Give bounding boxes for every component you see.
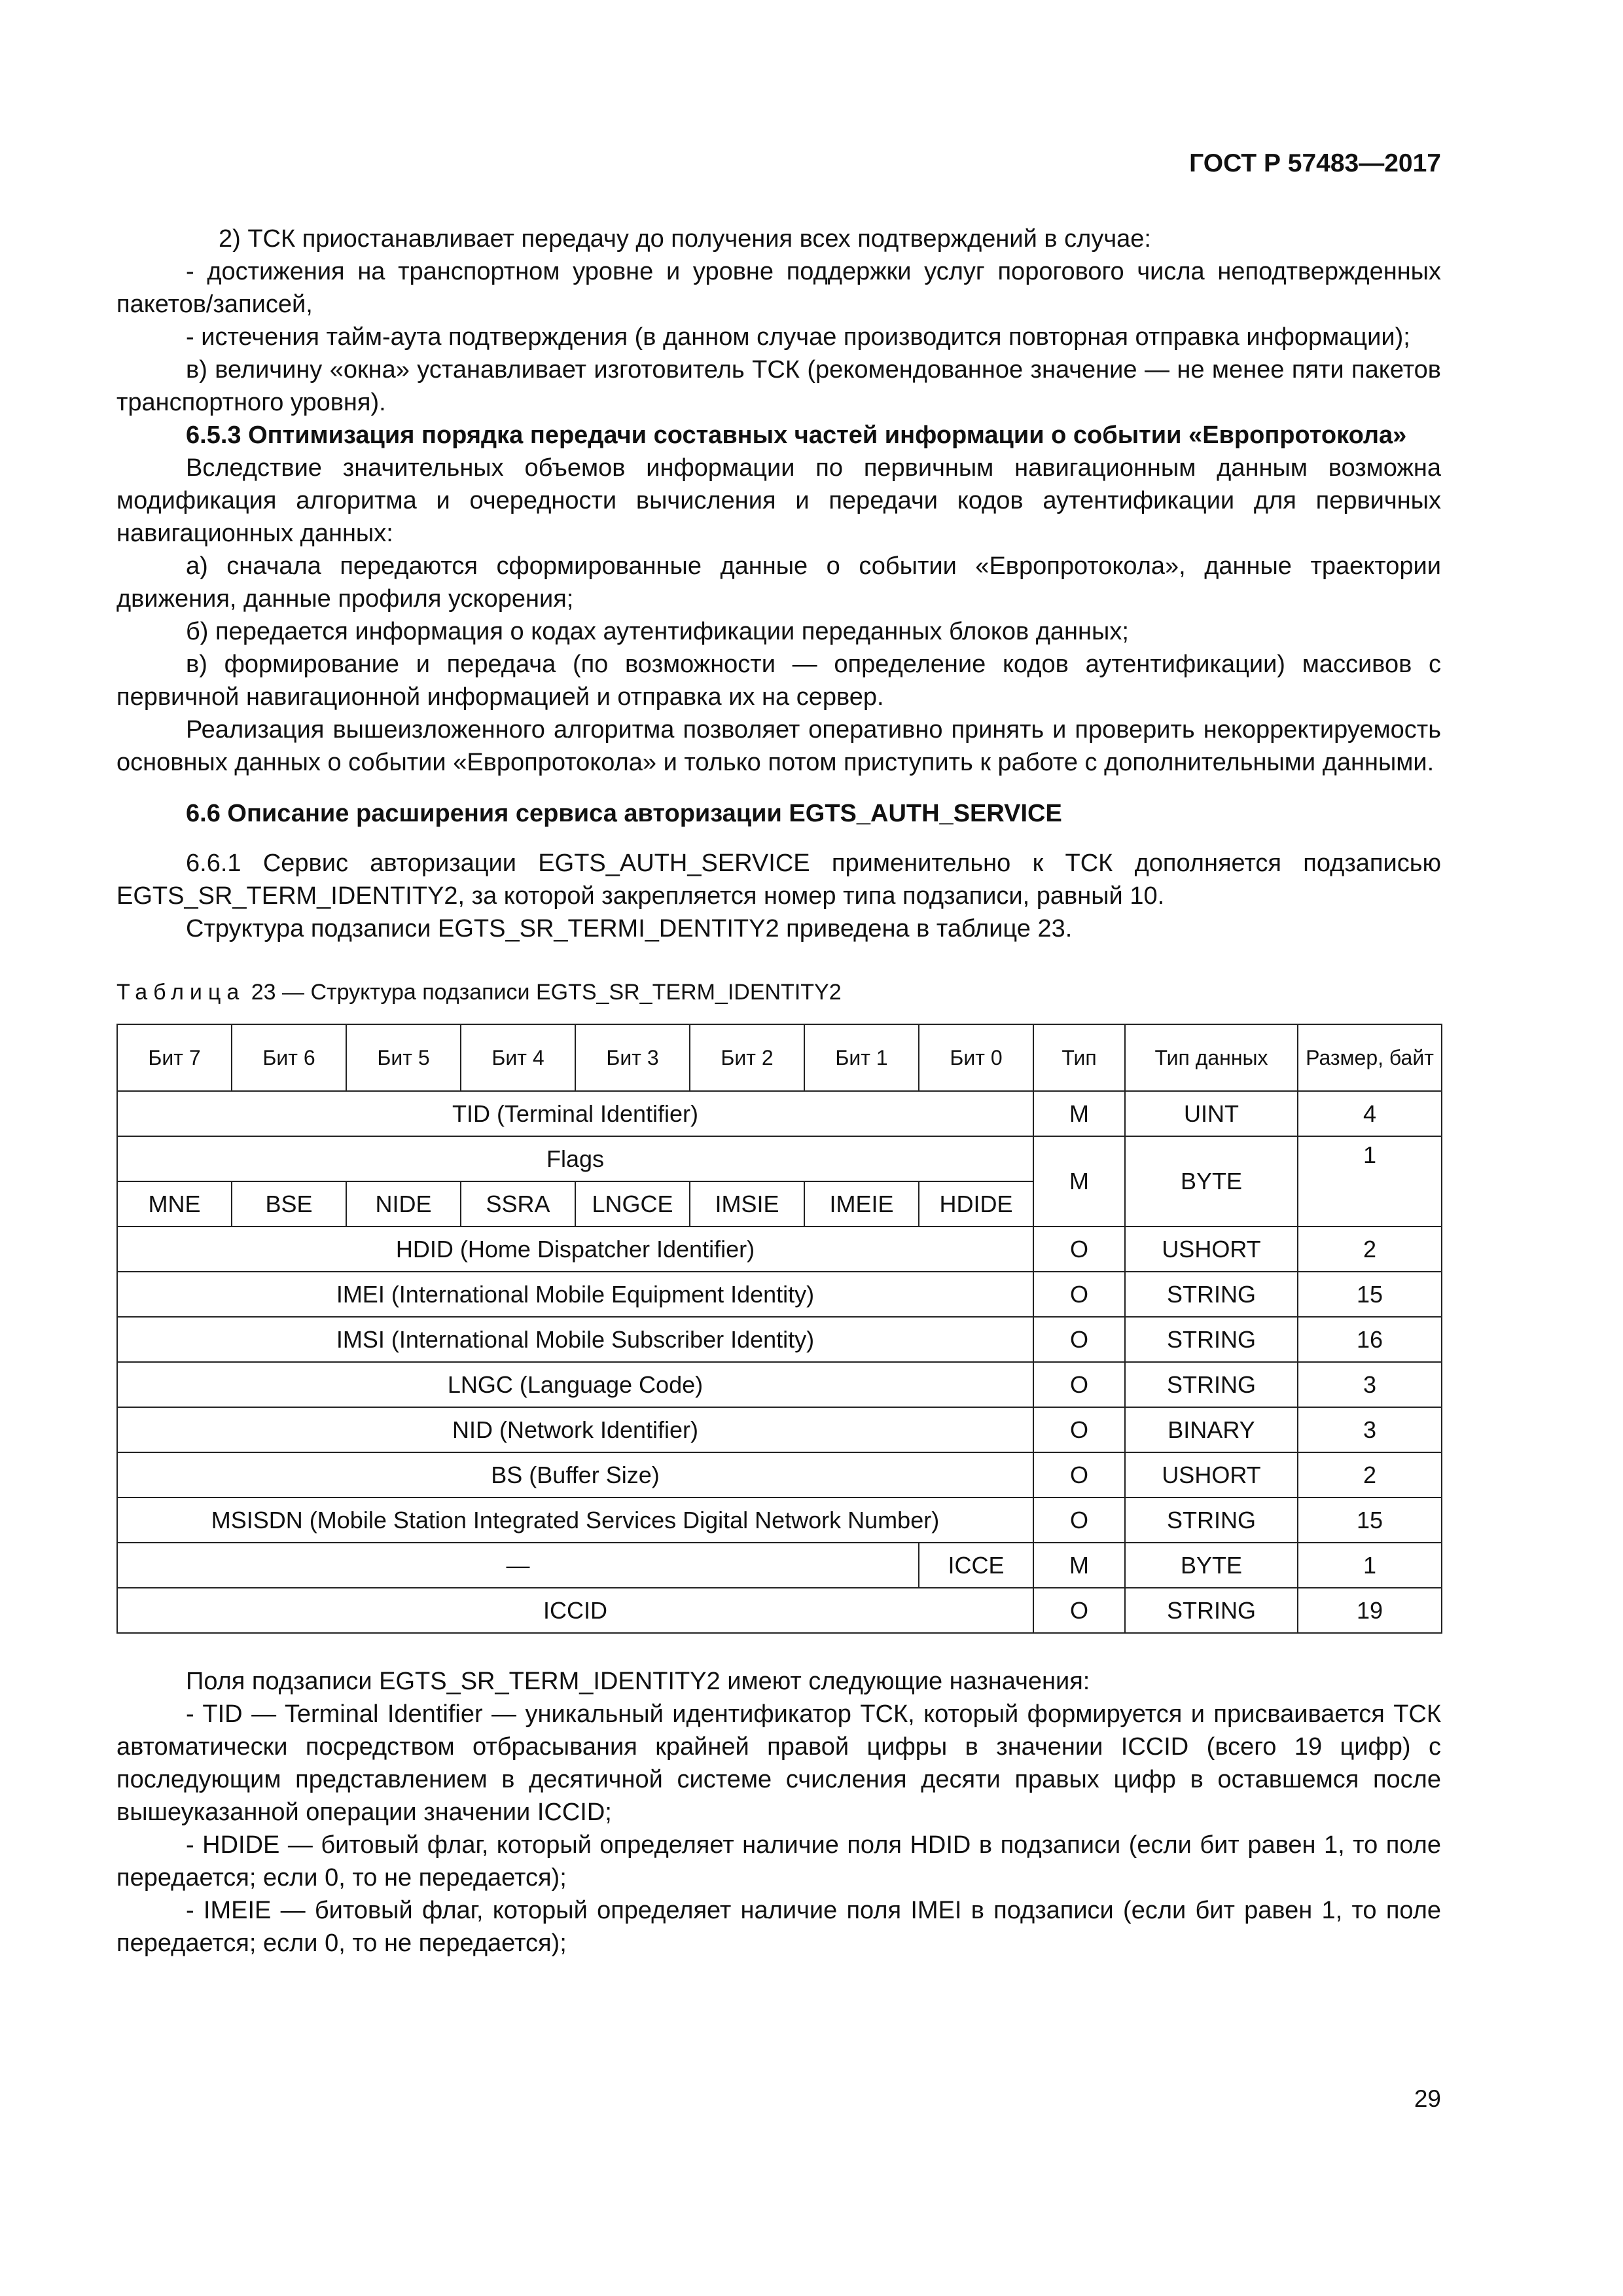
header-cell: Тип данных [1125, 1024, 1298, 1091]
datatype-cell: BYTE [1125, 1543, 1298, 1588]
size-cell: 2 [1298, 1452, 1442, 1498]
paragraph: Поля подзаписи EGTS_SR_TERM_IDENTITY2 имеют следующие назначения: [186, 1668, 1090, 1695]
size-cell: 3 [1298, 1362, 1442, 1407]
flag-bit-cell: HDIDE [919, 1181, 1033, 1227]
field-cell: IMEI (International Mobile Equipment Identity) [117, 1272, 1033, 1317]
page-content [116, 223, 1441, 1960]
section-heading-6-6: 6.6 Описание расширения сервиса авторизации EGTS_AUTH_SERVICE [186, 800, 1062, 827]
paragraph: б) передается информация о кодах аутентификации переданных блоков данных; [186, 618, 1129, 645]
paragraph: - достижения на транспортном уровне и уровне поддержки услуг порогового числа неподтвержденных пакетов/записей, [116, 258, 1441, 318]
type-cell: O [1033, 1272, 1125, 1317]
type-cell: O [1033, 1362, 1125, 1407]
flag-bit-cell: SSRA [461, 1181, 575, 1227]
header-cell: Бит 3 [575, 1024, 690, 1091]
reserved-cell: — [117, 1543, 919, 1588]
paragraph: Структура подзаписи EGTS_SR_TERMI_DENTITY2 приведена в таблице 23. [186, 915, 1073, 942]
size-cell: 15 [1298, 1498, 1442, 1543]
header-cell: Бит 5 [346, 1024, 461, 1091]
table-header-row [117, 1024, 1442, 1091]
paragraph: Вследствие значительных объемов информации по первичным навигационным данным возможна модификация алгоритма и очередности вычисления и передачи кодов аутентификации для первичных навигационных данных: [116, 454, 1441, 547]
type-cell: O [1033, 1227, 1125, 1272]
type-cell: O [1033, 1407, 1125, 1452]
header-cell: Бит 0 [919, 1024, 1033, 1091]
field-cell: BS (Buffer Size) [117, 1452, 1033, 1498]
header-cell: Размер, байт [1298, 1024, 1442, 1091]
header-cell: Бит 2 [690, 1024, 804, 1091]
paragraph: 6.6.1 Сервис авторизации EGTS_AUTH_SERVICE применительно к ТСК дополняется подзаписью EGTS_SR_TERM_IDENTITY2, за которой закрепляется номер типа подзаписи, равный 10. [116, 850, 1441, 910]
datatype-cell: STRING [1125, 1498, 1298, 1543]
field-cell: IMSI (International Mobile Subscriber Identity) [117, 1317, 1033, 1362]
table-row [117, 1091, 1442, 1136]
paragraph: - HDIDE — битовый флаг, который определяет наличие поля HDID в подзаписи (если бит равен 1, то поле передается; если 0, то не передается); [116, 1831, 1441, 1892]
field-cell: ICCID [117, 1588, 1033, 1633]
datatype-cell: BINARY [1125, 1407, 1298, 1452]
paragraph: - IMEIE — битовый флаг, который определяет наличие поля IMEI в подзаписи (если бит равен 1, то поле передается; если 0, то не передается); [116, 1897, 1441, 1957]
paragraph: 2) ТСК приостанавливает передачу до получения всех подтверждений в случае: [219, 225, 1151, 253]
size-cell: 3 [1298, 1407, 1442, 1452]
table-caption-text: 23 — Структура подзаписи EGTS_SR_TERM_IDENTITY2 [251, 980, 842, 1005]
section-heading-6-5-3: 6.5.3 Оптимизация порядка передачи составных частей информации о событии «Европротокола» [186, 422, 1407, 449]
table-row-icce [117, 1543, 1442, 1588]
table-caption-label: Таблица [116, 980, 245, 1005]
table-row [117, 1227, 1442, 1272]
paragraph: в) формирование и передача (по возможности — определение кодов аутентификации) массивов с первичной навигационной информацией и отправка их на сервер. [116, 651, 1441, 711]
table-caption [116, 978, 1441, 1007]
structure-table [116, 1024, 1442, 1634]
field-cell: Flags [117, 1136, 1033, 1181]
datatype-cell: USHORT [1125, 1452, 1298, 1498]
type-cell: O [1033, 1452, 1125, 1498]
table-row [117, 1272, 1442, 1317]
datatype-cell: STRING [1125, 1362, 1298, 1407]
type-cell: O [1033, 1317, 1125, 1362]
table-row [117, 1362, 1442, 1407]
type-cell: M [1033, 1543, 1125, 1588]
paragraph: а) сначала передаются сформированные данные о событии «Европротокола», данные траектории движения, данные профиля ускорения; [116, 552, 1441, 613]
flag-bit-cell: LNGCE [575, 1181, 690, 1227]
field-cell: MSISDN (Mobile Station Integrated Services Digital Network Number) [117, 1498, 1033, 1543]
document-code-header: ГОСТ Р 57483—2017 [1189, 149, 1441, 177]
paragraph: - TID — Terminal Identifier — уникальный идентификатор ТСК, который формируется и присваивается ТСК автоматически посредством отбрасывания крайней правой цифры в значении ICCID (всего 19 цифр) с последующим представлением в десятичной системе счисления десяти правых цифр в оставшемся после вышеуказанной операции значении ICCID; [116, 1700, 1441, 1826]
table-row [117, 1588, 1442, 1633]
flag-bit-cell: BSE [232, 1181, 346, 1227]
size-cell: 16 [1298, 1317, 1442, 1362]
flag-bit-cell: ICCE [919, 1543, 1033, 1588]
table-row [117, 1317, 1442, 1362]
header-cell: Бит 1 [804, 1024, 919, 1091]
header-cell: Бит 7 [117, 1024, 232, 1091]
field-cell: TID (Terminal Identifier) [117, 1091, 1033, 1136]
size-cell: 19 [1298, 1588, 1442, 1633]
paragraph: Реализация вышеизложенного алгоритма позволяет оперативно принять и проверить некорректируемость основных данных о событии «Европротокола» и только потом приступить к работе с дополнительными данными. [116, 716, 1441, 776]
page-number: 29 [1414, 2085, 1441, 2112]
size-cell: 4 [1298, 1091, 1442, 1136]
size-cell: 1 [1298, 1136, 1442, 1227]
datatype-cell: UINT [1125, 1091, 1298, 1136]
flag-bit-cell: IMSIE [690, 1181, 804, 1227]
type-cell: M [1033, 1091, 1125, 1136]
header-cell: Бит 4 [461, 1024, 575, 1091]
table-row [117, 1407, 1442, 1452]
table-row [117, 1452, 1442, 1498]
field-cell: LNGC (Language Code) [117, 1362, 1033, 1407]
type-cell: M [1033, 1136, 1125, 1227]
table-row-flags [117, 1136, 1442, 1181]
header-cell: Тип [1033, 1024, 1125, 1091]
datatype-cell: STRING [1125, 1272, 1298, 1317]
table-row [117, 1498, 1442, 1543]
datatype-cell: STRING [1125, 1317, 1298, 1362]
flag-bit-cell: MNE [117, 1181, 232, 1227]
flag-bit-cell: NIDE [346, 1181, 461, 1227]
size-cell: 2 [1298, 1227, 1442, 1272]
flag-bit-cell: IMEIE [804, 1181, 919, 1227]
paragraph: в) величину «окна» устанавливает изготовитель ТСК (рекомендованное значение — не менее пяти пакетов транспортного уровня). [116, 356, 1441, 416]
datatype-cell: BYTE [1125, 1136, 1298, 1227]
size-cell: 15 [1298, 1272, 1442, 1317]
type-cell: O [1033, 1588, 1125, 1633]
datatype-cell: USHORT [1125, 1227, 1298, 1272]
field-cell: NID (Network Identifier) [117, 1407, 1033, 1452]
paragraph: - истечения тайм-аута подтверждения (в данном случае производится повторная отправка информации); [186, 323, 1410, 351]
size-cell: 1 [1298, 1543, 1442, 1588]
header-cell: Бит 6 [232, 1024, 346, 1091]
type-cell: O [1033, 1498, 1125, 1543]
datatype-cell: STRING [1125, 1588, 1298, 1633]
field-cell: HDID (Home Dispatcher Identifier) [117, 1227, 1033, 1272]
